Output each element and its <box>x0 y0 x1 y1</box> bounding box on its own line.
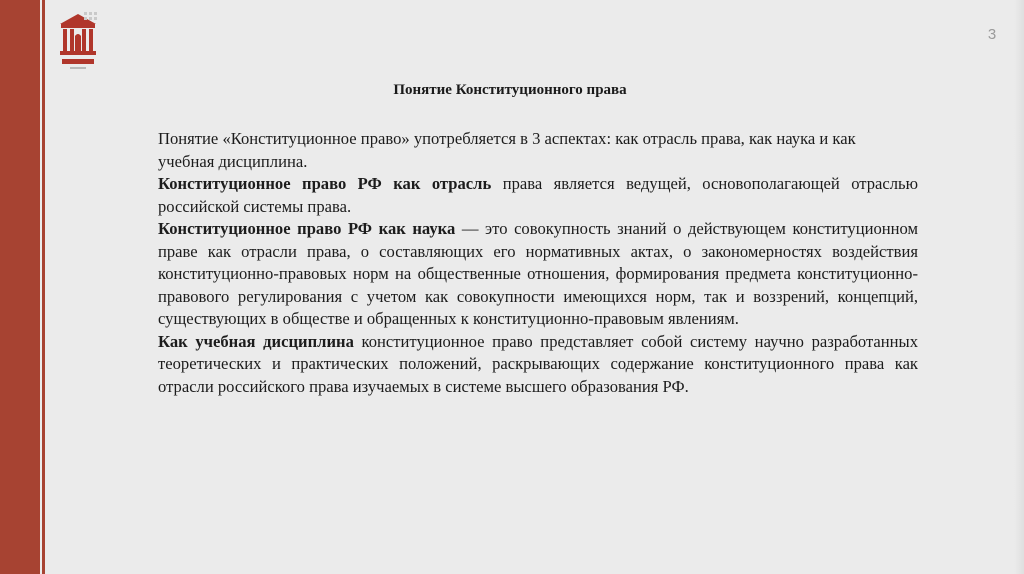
paragraph-discipline-term: Как учебная дисциплина <box>158 331 354 351</box>
paragraph-branch-text: права является ведущей, основополагающей отраслью российской системы права. <box>158 174 919 216</box>
slide-body <box>158 128 918 398</box>
paragraph-branch-term: Конституционное право РФ как отрасль <box>158 174 492 193</box>
page-number: 3 <box>987 26 997 43</box>
paragraph-discipline <box>158 331 918 399</box>
paragraph-intro-text: Понятие «Конституционное право» употребляется в 3 аспектах: как отрасль права, как наука и как учебная дисциплина. <box>158 129 856 171</box>
paragraph-intro <box>158 128 888 173</box>
right-edge-shadow <box>1014 0 1024 574</box>
paragraph-discipline-text: конституционное право представляет собой систему научно разработанных теоретических и практических положений, раскрывающих содержание конституционного права как отрасли российского права изучаемых в системе высшего образования РФ. <box>158 331 918 396</box>
slide-title: Понятие Конституционного права <box>393 82 627 98</box>
left-accent-band <box>0 0 40 574</box>
left-accent-line <box>42 0 45 574</box>
paragraph-branch <box>158 173 918 218</box>
university-building-logo-icon <box>56 10 100 74</box>
paragraph-science <box>158 218 918 331</box>
paragraph-science-text: — это совокупность знаний о действующем конституционном праве как отрасли права, о составляющих его нормативных актах, о закономерностях воздействия конституционно-правовых норм на общественные отношения, формирования предмета конституционно-правового регулирования с учетом как совокупности имеющихся норм, так и воззрений, концепций, существующих в обществе и обращенных к конституционно-правовым явлениям. <box>158 219 918 328</box>
paragraph-science-term: Конституционное право РФ как наука <box>158 219 456 238</box>
